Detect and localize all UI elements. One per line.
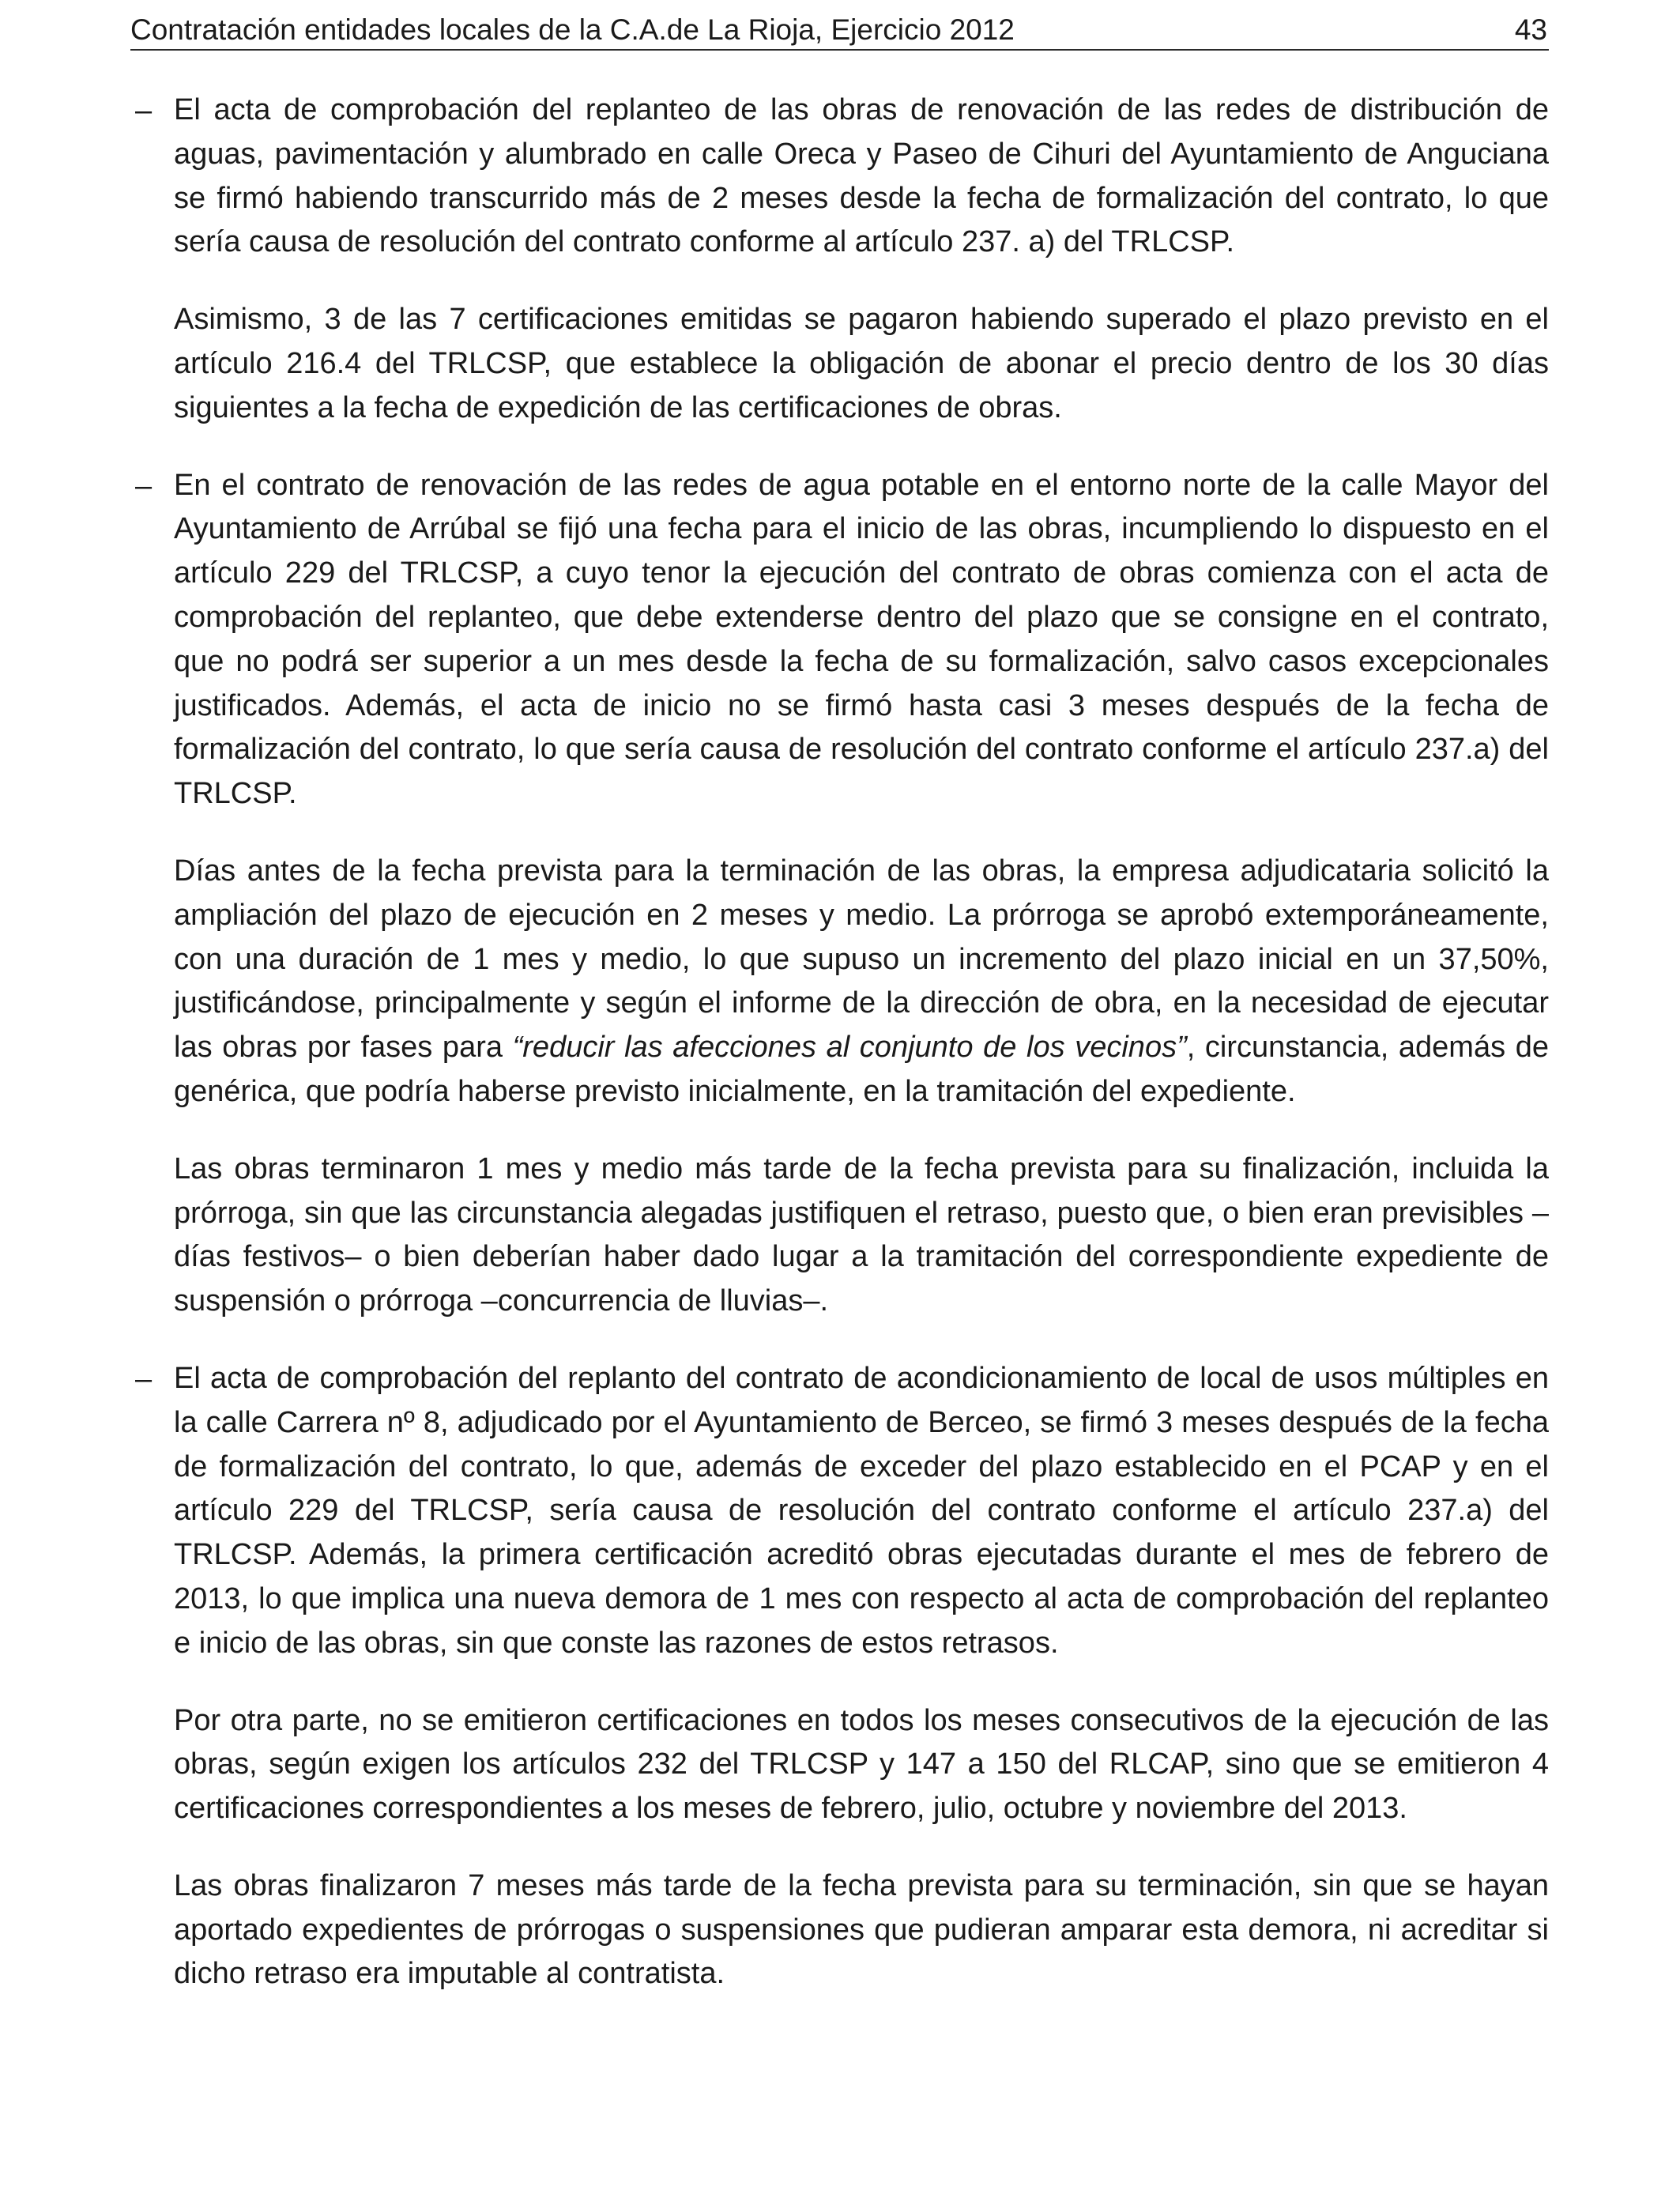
paragraph: En el contrato de renovación de las redes de agua potable en el entorno norte de la calle Mayor del Ayuntamiento de Arrúbal se fijó una fecha para el inicio de las obras, incumpliendo lo dispuesto en el artículo 229 del TRLCSP, a cuyo tenor la ejecución del contrato de obras comienza con el acta de comprobación del replanteo, que debe extenderse dentro del plazo que se consigne en el contrato, que no podrá ser superior a un mes desde la fecha de su formalización, salvo casos excepcionales justificados. Además, el acta de inicio no se firmó hasta casi 3 meses después de la fecha de formalización del contrato, lo que sería causa de resolución del contrato conforme el artículo 237.a) del TRLCSP. [174, 468, 1549, 811]
paragraph: El acta de comprobación del replanteo de las obras de renovación de las redes de distribución de aguas, pavimentación y alumbrado en calle Oreca y Paseo de Cihuri del Ayuntamiento de Anguciana se firmó habiendo transcurrido más de 2 meses desde la fecha de formalización del contrato, lo que sería causa de resolución del contrato conforme al artículo 237. a) del TRLCSP. [174, 93, 1549, 259]
paragraph-text: Días antes de la fecha prevista para la terminación de las obras, la empresa adjudicataria solicitó la ampliación del plazo de ejecución en 2 meses y medio. La prórroga se aprobó extemporáneamente, con una duración de 1 mes y medio, lo que supuso un incremento del plazo inicial en un 37,50%, justificándose, principalmente y según el informe de la dirección de obra, en la necesidad de ejecutar las obras por fases para [174, 854, 1549, 1065]
document-body [130, 89, 1549, 1996]
paragraph: Por otra parte, no se emitieron certificaciones en todos los meses consecutivos de la ejecución de las obras, según exigen los artículos 232 del TRLCSP y 147 a 150 del RLCAP, sino que se emitieron 4 certificaciones correspondientes a los meses de febrero, julio, octubre y noviembre del 2013. [174, 1703, 1549, 1826]
paragraph: Asimismo, 3 de las 7 certificaciones emitidas se pagaron habiendo superado el plazo previsto en el artículo 216.4 del TRLCSP, que establece la obligación de abonar el precio dentro de los 30 días siguientes a la fecha de expedición de las certificaciones de obras. [174, 303, 1549, 424]
list-item-berceo [130, 1357, 1549, 1996]
bullet-dash: – [135, 94, 153, 127]
header-title: Contratación entidades locales de la C.A.de La Rioja, Ejercicio 2012 [130, 13, 1015, 46]
list-item-anguciana [130, 89, 1549, 431]
paragraph: El acta de comprobación del replanto del contrato de acondicionamiento de local de usos múltiples en la calle Carrera nº 8, adjudicado por el Ayuntamiento de Berceo, se firmó 3 meses después de la fecha de formalización del contrato, lo que, además de exceder del plazo establecido en el PCAP y en el artículo 229 del TRLCSP, sería causa de resolución del contrato conforme el artículo 237.a) del TRLCSP. Además, la primera certificación acreditó obras ejecutadas durante el mes de febrero de 2013, lo que implica una nueva demora de 1 mes con respecto al acta de comprobación del replanteo e inicio de las obras, sin que conste las razones de estos retrasos. [174, 1361, 1549, 1660]
paragraph-text: , circunstancia, además de genérica, que podría haberse previsto inicialmente, en la tramitación del expediente. [174, 1031, 1549, 1108]
list-item-arrubal [130, 464, 1549, 1324]
paragraph: Las obras finalizaron 7 meses más tarde de la fecha prevista para su terminación, sin que se hayan aportado expedientes de prórrogas o suspensiones que pudieran amparar esta demora, ni acreditar si dicho retraso era imputable al contratista. [174, 1868, 1549, 1991]
paragraph-with-quote [174, 850, 1549, 1114]
bullet-dash: – [135, 469, 153, 503]
paragraph: Las obras terminaron 1 mes y medio más tarde de la fecha prevista para su finalización, incluida la prórroga, sin que las circunstancia alegadas justifiquen el retraso, puesto que, o bien eran previsibles –días festivos– o bien deberían haber dado lugar a la tramitación del correspondiente expediente de suspensión o prórroga –concurrencia de lluvias–. [174, 1152, 1549, 1318]
page-header [130, 11, 1549, 51]
quoted-text: “reducir las afecciones al conjunto de los vecinos” [512, 1031, 1187, 1065]
bullet-dash: – [135, 1362, 153, 1396]
page-number: 43 [1514, 13, 1547, 46]
